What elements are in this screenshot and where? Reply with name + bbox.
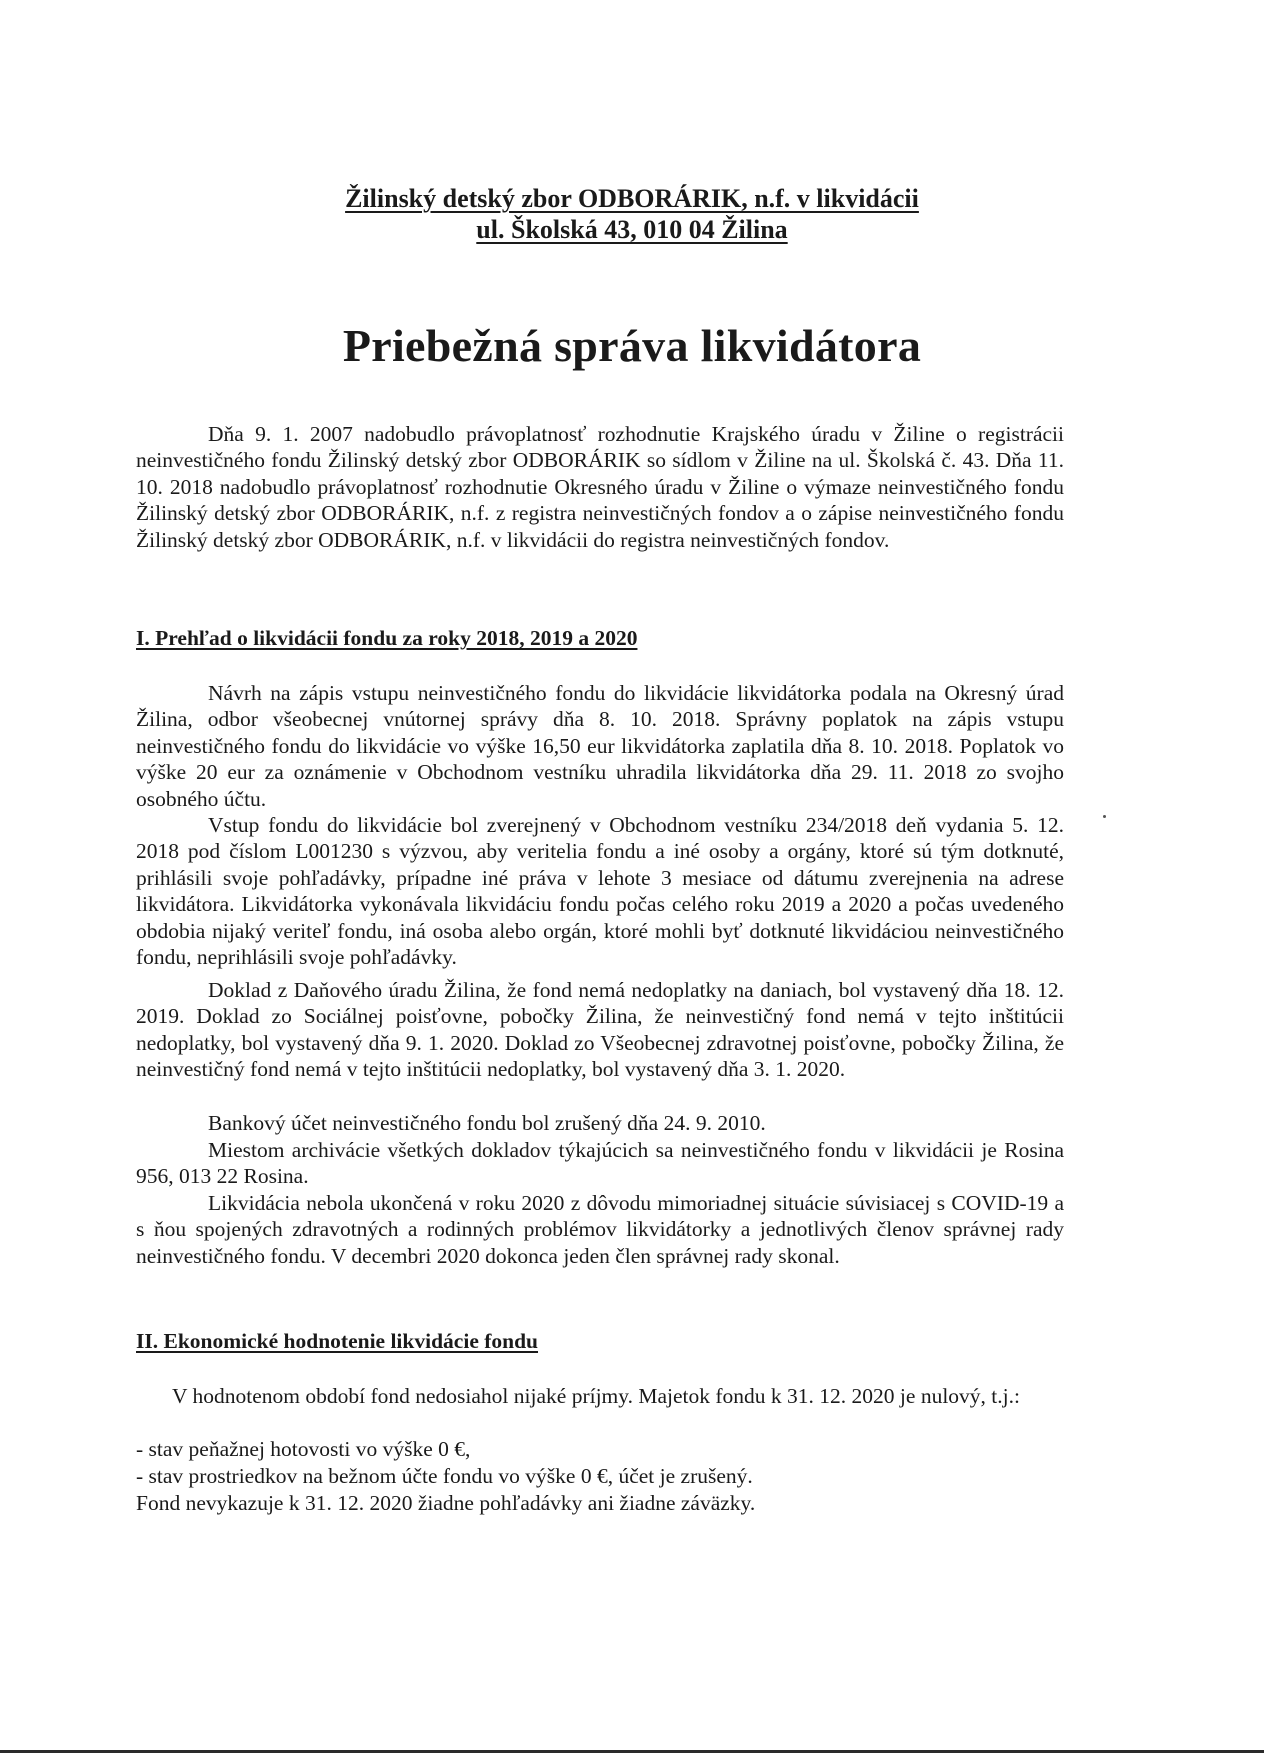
intro-paragraph: Dňa 9. 1. 2007 nadobudlo právoplatnosť rozhodnutie Krajského úradu v Žiline o registrácii neinvestičného fondu Žilinský detský zbor ODBORÁRIK so sídlom v Žiline na ul. Školská č. 43. Dňa 11. 10. 2018 nadobudlo právoplatnosť rozhodnutie Okresného úradu v Žiline o výmaze neinvestičného fondu Žilinský detský zbor ODBORÁRIK, n.f. z registra neinvestičných fondov a o zápise neinvestičného fondu Žilinský detský zbor ODBORÁRIK, n.f. v likvidácii do registra neinvestičných fondov. xyxy=(136,422,1064,552)
section-1-paragraph-2: Vstup fondu do likvidácie bol zverejnený v Obchodnom vestníku 234/2018 deň vydania 5. 12. 2018 pod číslom L001230 s výzvou, aby veritelia fondu a iné osoby a orgány, ktoré sú tým dotknuté, prihlásili svoje pohľadávky, prípadne iné práva v lehote 3 mesiace od dátumu zverejnenia na adrese likvidátora. Likvidátorka vykonávala likvidáciu fondu počas celého roku 2019 a 2020 a počas uvedeného obdobia nijaký veriteľ fondu, iná osoba alebo orgán, ktoré mohli byť dotknuté likvidáciou neinvestičného fondu, neprihlásili svoje pohľadávky. xyxy=(136,813,1064,970)
list-item: - stav prostriedkov na bežnom účte fondu vo výške 0 €, účet je zrušený. xyxy=(136,1464,753,1488)
closing-statement: Fond nevykazuje k 31. 12. 2020 žiadne pohľadávky ani žiadne záväzky. xyxy=(136,1491,756,1515)
section-1-paragraph-5: Miestom archivácie všetkých dokladov týkajúcich sa neinvestičného fondu v likvidácii je Rosina 956, 013 22 Rosina. xyxy=(136,1138,1064,1189)
section-1-paragraph-6: Likvidácia nebola ukončená v roku 2020 z dôvodu mimoriadnej situácie súvisiacej s COVID-19 a s ňou spojených zdravotných a rodinných problémov likvidátorky a jednotlivých členov správnej rady neinvestičného fondu. V decembri 2020 dokonca jeden člen správnej rady skonal. xyxy=(136,1191,1064,1268)
section-2-heading: II. Ekonomické hodnotenie likvidácie fondu xyxy=(136,1329,539,1353)
organization-name: Žilinský detský zbor ODBORÁRIK, n.f. v likvidácii xyxy=(345,184,919,213)
section-1-paragraph-3: Doklad z Daňového úradu Žilina, že fond nemá nedoplatky na daniach, bol vystavený dňa 18. 12. 2019. Doklad zo Sociálnej poisťovne, pobočky Žilina, že neinvestičný fond nemá v tejto inštitúcii nedoplatky, bol vystavený dňa 9. 1. 2020. Doklad zo Všeobecnej zdravotnej poisťovne, pobočky Žilina, že neinvestičný fond nemá v tejto inštitúcii nedoplatky, bol vystavený dňa 3. 1. 2020. xyxy=(136,978,1064,1082)
section-1-paragraph-4: Bankový účet neinvestičného fondu bol zrušený dňa 24. 9. 2010. xyxy=(208,1111,766,1135)
section-2-paragraph: V hodnotenom období fond nedosiahol nijaké príjmy. Majetok fondu k 31. 12. 2020 je nulový, t.j.: xyxy=(172,1384,1020,1408)
section-1-paragraph-1: Návrh na zápis vstupu neinvestičného fondu do likvidácie likvidátorka podala na Okresný úrad Žilina, odbor všeobecnej vnútornej správy dňa 8. 10. 2018. Správny poplatok na zápis vstupu neinvestičného fondu do likvidácie vo výške 16,50 eur likvidátorka zaplatila dňa 8. 10. 2018. Poplatok vo výške 20 eur za oznámenie v Obchodnom vestníku uhradila likvidátorka dňa 29. 11. 2018 zo svojho osobného účtu. xyxy=(136,681,1064,811)
list-item: - stav peňažnej hotovosti vo výške 0 €, xyxy=(136,1437,471,1461)
scan-speck xyxy=(1103,815,1106,818)
organization-address: ul. Školská 43, 010 04 Žilina xyxy=(476,215,788,244)
section-1-heading: I. Prehľad o likvidácii fondu za roky 2018, 2019 a 2020 xyxy=(136,626,638,650)
document-title: Priebežná správa likvidátora xyxy=(342,320,922,371)
